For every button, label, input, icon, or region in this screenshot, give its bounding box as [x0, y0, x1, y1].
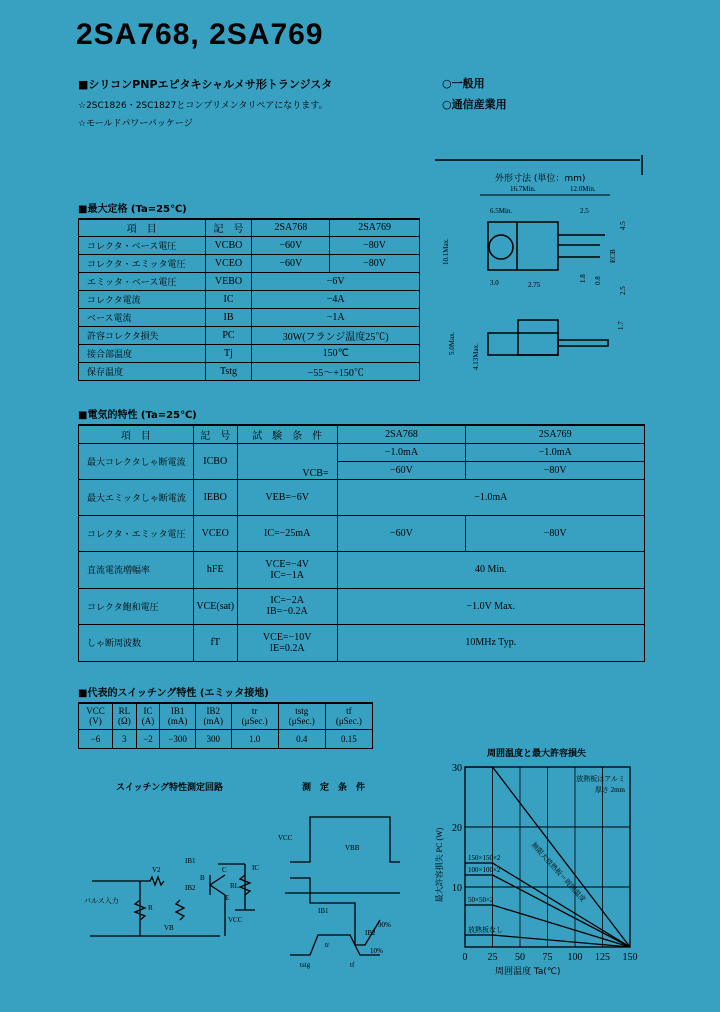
y-tick-label: 30	[452, 763, 462, 774]
svg-text:RL: RL	[230, 882, 239, 890]
cell: −80V	[466, 461, 645, 479]
max-ratings-heading: ■最大定格 (Ta=25℃)	[78, 204, 187, 215]
svg-text:tf: tf	[350, 961, 355, 969]
svg-text:V2: V2	[152, 866, 161, 874]
table-row	[79, 624, 645, 661]
cell: 40 Min.	[337, 551, 644, 588]
cell: コレクタ・エミッタ電圧	[79, 254, 206, 272]
svg-text:10%: 10%	[370, 947, 383, 955]
cell: −1.0mA	[466, 443, 645, 461]
col-header: IC (A)	[136, 703, 159, 729]
dim-4: 2.5	[580, 207, 589, 215]
cell: 1.0	[231, 729, 278, 748]
col-header: VCC (V)	[79, 703, 113, 729]
dim-6: 3.0	[490, 279, 499, 287]
col-header: 項 目	[79, 425, 194, 443]
use-industrial: ○通信産業用	[442, 98, 507, 111]
col-header: 2SA769	[330, 219, 420, 236]
cell: PC	[205, 326, 252, 344]
cell: 150℃	[252, 344, 420, 362]
y-axis-label: 最大許容損失 PC (W)	[435, 827, 444, 903]
cell: コレクタ・エミッタ電圧	[79, 515, 194, 551]
table-row	[79, 443, 645, 461]
cell: ICBO	[193, 443, 237, 479]
cell: −60V	[252, 254, 330, 272]
subtitle: ■シリコンPNPエピタキシャルメサ形トランジスタ	[78, 78, 333, 91]
svg-text:IB1: IB1	[185, 857, 196, 865]
svg-text:90%: 90%	[378, 921, 391, 929]
col-header: 2SA768	[337, 425, 466, 443]
svg-text:R: R	[148, 904, 153, 912]
col-header: tstg (μSec.)	[278, 703, 325, 729]
table-row	[79, 254, 420, 272]
table-row	[79, 515, 645, 551]
cell: Tstg	[205, 362, 252, 380]
cell: −80V	[330, 236, 420, 254]
svg-text:パルス入力: パルス入力	[84, 897, 119, 905]
table-row	[79, 362, 420, 380]
cell: −1.0mA	[337, 443, 466, 461]
cell: −6	[79, 729, 113, 748]
dim-14: 1.7	[617, 321, 625, 330]
col-header: tr (μSec.)	[231, 703, 278, 729]
x-tick-label: 50	[515, 952, 525, 963]
derating-chart	[430, 755, 650, 980]
svg-text:tr: tr	[325, 941, 330, 949]
dim-2: 12.0Min.	[570, 185, 596, 193]
x-tick-label: 150	[622, 952, 638, 963]
col-header: IB2 (mA)	[195, 703, 231, 729]
cell: −300	[160, 729, 196, 748]
col-header: IB1 (mA)	[160, 703, 196, 729]
cell: 0.4	[278, 729, 325, 748]
table-row	[79, 551, 645, 588]
elec-heading: ■電気的特性 (Ta=25℃)	[78, 410, 197, 421]
cell: −80V	[466, 515, 645, 551]
table-row	[79, 588, 645, 624]
svg-text:VCC: VCC	[278, 834, 293, 842]
svg-text:VBB: VBB	[345, 844, 360, 852]
cell: 接合部温度	[79, 344, 206, 362]
cell: VCBO	[205, 236, 252, 254]
note-1: ☆2SC1826・2SC1827とコンプリメンタリペアになります。	[78, 101, 328, 111]
series-label: 100×100×2	[468, 866, 501, 874]
cell: 保存温度	[79, 362, 206, 380]
col-header: 2SA769	[466, 425, 645, 443]
cell: 直流電流増幅率	[79, 551, 194, 588]
dim-8: 4.5	[619, 221, 627, 230]
cell: −4A	[252, 290, 420, 308]
cell: IC	[205, 290, 252, 308]
switching-table	[78, 702, 373, 749]
cell: ベース電流	[79, 308, 206, 326]
dim-3: 6.5Min.	[490, 207, 513, 215]
switching-circuit-diagram	[80, 800, 280, 940]
legend-note: 放熱板はアルミ	[576, 775, 625, 783]
cell: VCE=−10V IE=0.2A	[237, 624, 337, 661]
cell: コレクタ飽和電圧	[79, 588, 194, 624]
note-2: ☆モールドパワーパッケージ	[78, 119, 193, 129]
x-tick-label: 75	[542, 952, 553, 963]
conditions-title: 測 定 条 件	[302, 783, 366, 793]
conditions-waveforms	[270, 795, 400, 970]
col-header: 試 験 条 件	[237, 425, 337, 443]
series-label: 無限大放熱板＝周囲温度	[529, 840, 587, 904]
table-row	[79, 236, 420, 254]
col-header: tf (μSec.)	[325, 703, 372, 729]
circuit-title: スイッチング特性測定回路	[116, 783, 224, 793]
pin-labels: ECB	[609, 249, 617, 263]
cell: しゃ断周波数	[79, 624, 194, 661]
cell: −1.0mA	[337, 479, 644, 515]
cell: IC=−2A IB=−0.2A	[237, 588, 337, 624]
x-tick-label: 100	[567, 952, 583, 963]
cell: Tj	[205, 344, 252, 362]
svg-text:tstg: tstg	[300, 961, 311, 969]
max-ratings-table	[78, 218, 420, 381]
cell: VCEO	[205, 254, 252, 272]
dim-7: 2.75	[528, 281, 541, 289]
table-row	[79, 290, 420, 308]
y-tick-label: 10	[452, 883, 462, 894]
svg-text:IB1: IB1	[318, 907, 329, 915]
cell: hFE	[193, 551, 237, 588]
cell: 許容コレクタ損失	[79, 326, 206, 344]
cell: 10MHz Typ.	[337, 624, 644, 661]
cell: 最大エミッタしゃ断電流	[79, 479, 194, 515]
table-row	[79, 344, 420, 362]
svg-text:E: E	[225, 894, 230, 902]
series-label: 150×150×2	[468, 854, 501, 862]
svg-text:IB2: IB2	[365, 929, 376, 937]
cell: −6V	[252, 272, 420, 290]
table-row	[79, 479, 645, 515]
svg-text:B: B	[200, 874, 205, 882]
cell: −55〜+150℃	[252, 362, 420, 380]
chart-title: 周囲温度と最大許容損失	[487, 749, 587, 759]
legend-note: 厚さ 2mm	[594, 786, 625, 794]
col-header: RL (Ω)	[112, 703, 136, 729]
cell: コレクタ・ベース電圧	[79, 236, 206, 254]
cell: VEBO	[205, 272, 252, 290]
outline-drawing	[430, 155, 650, 375]
dim-11: 0.8	[594, 276, 602, 285]
col-header: 記 号	[193, 425, 237, 443]
cell: 300	[195, 729, 231, 748]
cell: 最大コレクタしゃ断電流	[79, 443, 194, 479]
cell: 30W(フランジ温度25℃)	[252, 326, 420, 344]
cell: VCE=−4V IC=−1A	[237, 551, 337, 588]
cell: IB	[205, 308, 252, 326]
col-header: 記 号	[205, 219, 252, 236]
x-tick-label: 0	[462, 952, 468, 963]
elec-table	[78, 424, 645, 662]
svg-text:IB2: IB2	[185, 884, 196, 892]
dim-13: 4.13Max.	[472, 343, 480, 370]
table-row	[79, 308, 420, 326]
col-header: 2SA768	[252, 219, 330, 236]
y-tick-label: 20	[452, 823, 462, 834]
cell: エミッタ・ベース電圧	[79, 272, 206, 290]
svg-text:IC: IC	[252, 864, 259, 872]
dim-5: 10.1Max.	[442, 238, 450, 265]
x-tick-label: 125	[595, 952, 610, 963]
table-row	[79, 326, 420, 344]
col-header: 項 目	[79, 219, 206, 236]
cell: 3	[112, 729, 136, 748]
cell: VCB=	[237, 443, 337, 479]
cell: fT	[193, 624, 237, 661]
cell: −80V	[330, 254, 420, 272]
cell: −60V	[337, 515, 466, 551]
dim-9: 2.5	[619, 286, 627, 295]
cell: コレクタ電流	[79, 290, 206, 308]
x-tick-label: 25	[487, 952, 498, 963]
page-title: 2SA768, 2SA769	[76, 18, 324, 51]
series-label: 放熱板なし	[468, 926, 503, 934]
dim-12: 5.0Max.	[448, 331, 456, 355]
table-row	[79, 272, 420, 290]
dim-1: 16.7Min.	[510, 185, 536, 193]
cell: −60V	[252, 236, 330, 254]
cell: IC=−25mA	[237, 515, 337, 551]
outline-title: 外形寸法 (単位：mm)	[495, 174, 586, 184]
cell: 0.15	[325, 729, 372, 748]
switching-heading: ■代表的スイッチング特性 (エミッタ接地)	[78, 688, 269, 699]
cell: VCE(sat)	[193, 588, 237, 624]
cell: −1A	[252, 308, 420, 326]
series-label: 50×50×2	[468, 896, 494, 904]
dim-10: 1.8	[579, 274, 587, 283]
chart-xlabel: 周囲温度 Ta(℃)	[495, 967, 561, 977]
svg-text:C: C	[222, 866, 227, 874]
svg-text:VB: VB	[164, 924, 174, 932]
cell: IEBO	[193, 479, 237, 515]
cell: −1.0V Max.	[337, 588, 644, 624]
cell: VCEO	[193, 515, 237, 551]
cell: −60V	[337, 461, 466, 479]
use-general: ○一般用	[442, 77, 485, 90]
cell: −2	[136, 729, 159, 748]
cell: VEB=−6V	[237, 479, 337, 515]
svg-text:VCC: VCC	[228, 916, 243, 924]
